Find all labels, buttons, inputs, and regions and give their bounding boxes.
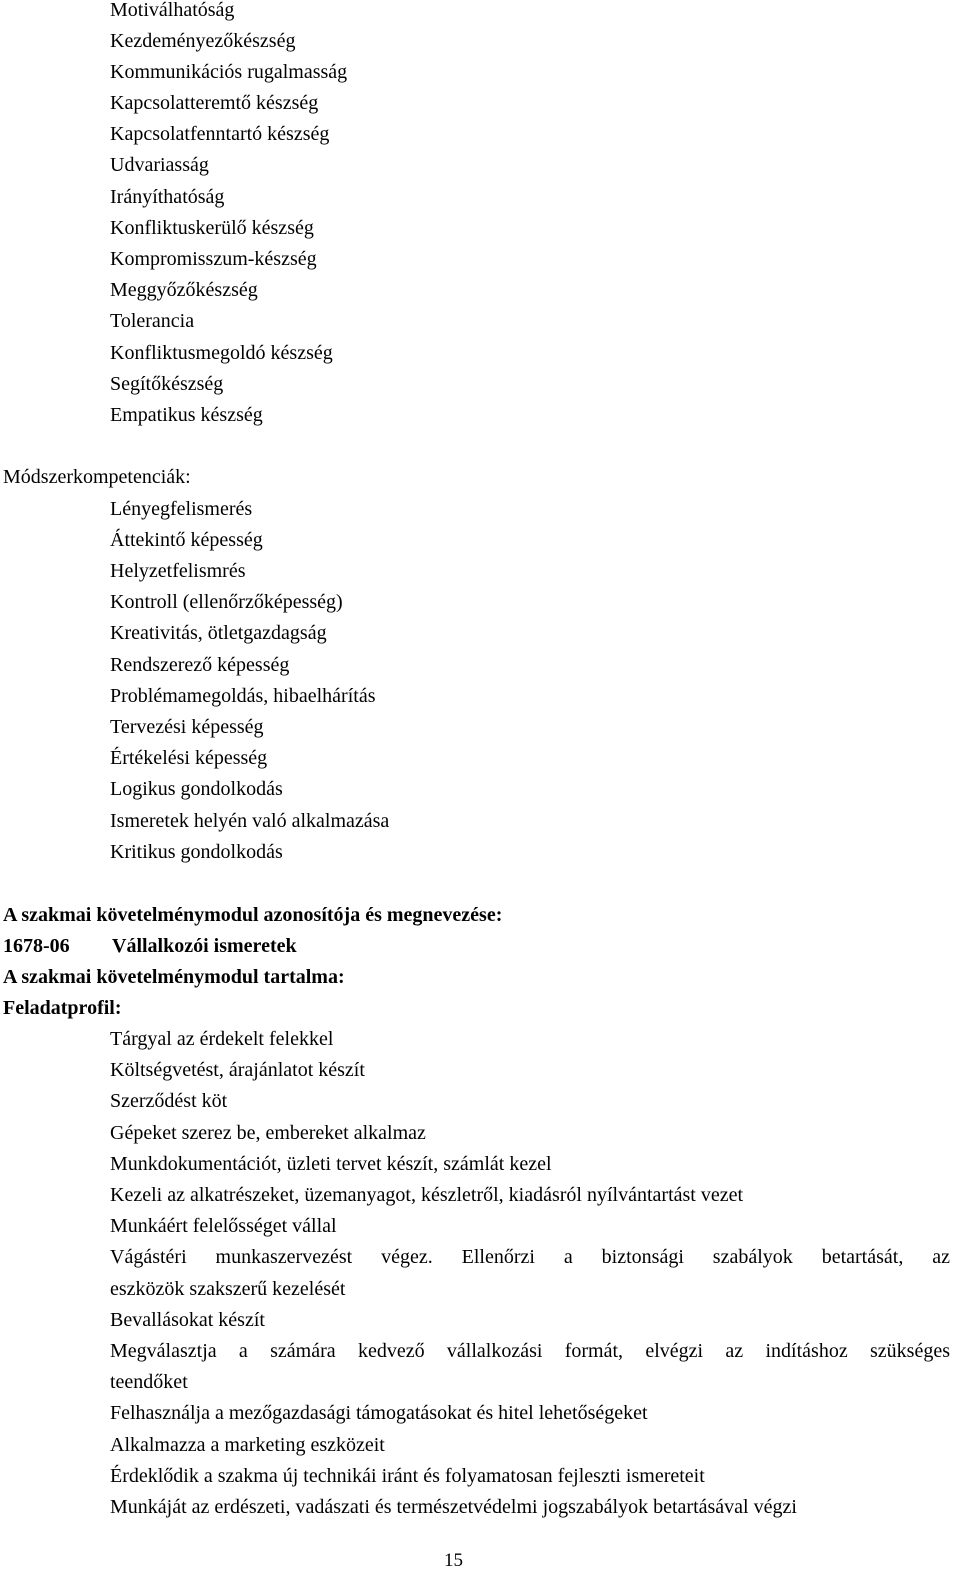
task-item: Költségvetést, árajánlatot készít bbox=[110, 1059, 365, 1081]
list-item: Meggyőzőkészség bbox=[110, 279, 258, 301]
list-item: Irányíthatóság bbox=[110, 186, 225, 208]
list-item: Tervezési képesség bbox=[110, 716, 264, 738]
list-item: Ismeretek helyén való alkalmazása bbox=[110, 810, 390, 832]
list-item: Kapcsolatfenntartó készség bbox=[110, 123, 330, 145]
task-item: Tárgyal az érdekelt felekkel bbox=[110, 1028, 334, 1050]
task-item-continuation: teendőket bbox=[110, 1371, 188, 1393]
task-item: Megválasztja a számára kedvező vállalkozási formát, elvégzi az indításhoz szükséges bbox=[110, 1340, 950, 1362]
section-heading-method-competencies: Módszerkompetenciák: bbox=[3, 466, 191, 488]
task-item: Munkáért felelősséget vállal bbox=[110, 1215, 337, 1237]
list-item: Lényegfelismerés bbox=[110, 498, 253, 520]
task-item-continuation: eszközök szakszerű kezelését bbox=[110, 1278, 346, 1300]
list-item: Áttekintő képesség bbox=[110, 529, 263, 551]
task-item: Munkáját az erdészeti, vadászati és természetvédelmi jogszabályok betartásával végzi bbox=[110, 1496, 797, 1518]
list-item: Helyzetfelismrés bbox=[110, 560, 246, 582]
list-item: Tolerancia bbox=[110, 310, 195, 332]
task-item: Kezeli az alkatrészeket, üzemanyagot, készletről, kiadásról nyílvántartást vezet bbox=[110, 1184, 744, 1206]
module-code: 1678-06 bbox=[3, 935, 70, 957]
task-item: Gépeket szerez be, embereket alkalmaz bbox=[110, 1122, 426, 1144]
list-item: Konfliktusmegoldó készség bbox=[110, 342, 333, 364]
task-item: Felhasználja a mezőgazdasági támogatásokat és hitel lehetőségeket bbox=[110, 1402, 648, 1424]
module-id-heading: A szakmai követelménymodul azonosítója és megnevezése: bbox=[3, 904, 503, 926]
task-item: Bevallásokat készít bbox=[110, 1309, 265, 1331]
list-item: Segítőkészség bbox=[110, 373, 224, 395]
list-item: Konfliktuskerülő készség bbox=[110, 217, 314, 239]
task-item: Szerződést köt bbox=[110, 1090, 228, 1112]
module-title: Vállalkozói ismeretek bbox=[112, 935, 297, 957]
list-item: Kritikus gondolkodás bbox=[110, 841, 283, 863]
module-content-heading: A szakmai követelménymodul tartalma: bbox=[3, 966, 345, 988]
list-item: Kezdeményezőkészség bbox=[110, 30, 296, 52]
list-item: Kreativitás, ötletgazdagság bbox=[110, 622, 327, 644]
task-item: Érdeklődik a szakma új technikái iránt és folyamatosan fejleszti ismereteit bbox=[110, 1465, 705, 1487]
list-item: Udvariasság bbox=[110, 154, 209, 176]
task-profile-heading: Feladatprofil: bbox=[3, 997, 122, 1019]
list-item: Kompromisszum-készség bbox=[110, 248, 317, 270]
list-item: Kommunikációs rugalmasság bbox=[110, 61, 348, 83]
task-item: Vágástéri munkaszervezést végez. Ellenőrzi a biztonsági szabályok betartását, az bbox=[110, 1246, 950, 1268]
task-item: Alkalmazza a marketing eszközeit bbox=[110, 1434, 385, 1456]
list-item: Rendszerező képesség bbox=[110, 654, 290, 676]
task-item: Munkdokumentációt, üzleti tervet készít, számlát kezel bbox=[110, 1153, 552, 1175]
list-item: Kapcsolatteremtő készség bbox=[110, 92, 319, 114]
list-item: Értékelési képesség bbox=[110, 747, 268, 769]
list-item: Logikus gondolkodás bbox=[110, 778, 283, 800]
list-item: Empatikus készség bbox=[110, 404, 263, 426]
list-item: Kontroll (ellenőrzőképesség) bbox=[110, 591, 343, 613]
list-item: Motiválhatóság bbox=[110, 0, 235, 21]
list-item: Problémamegoldás, hibaelhárítás bbox=[110, 685, 376, 707]
page-number: 15 bbox=[444, 1550, 463, 1571]
